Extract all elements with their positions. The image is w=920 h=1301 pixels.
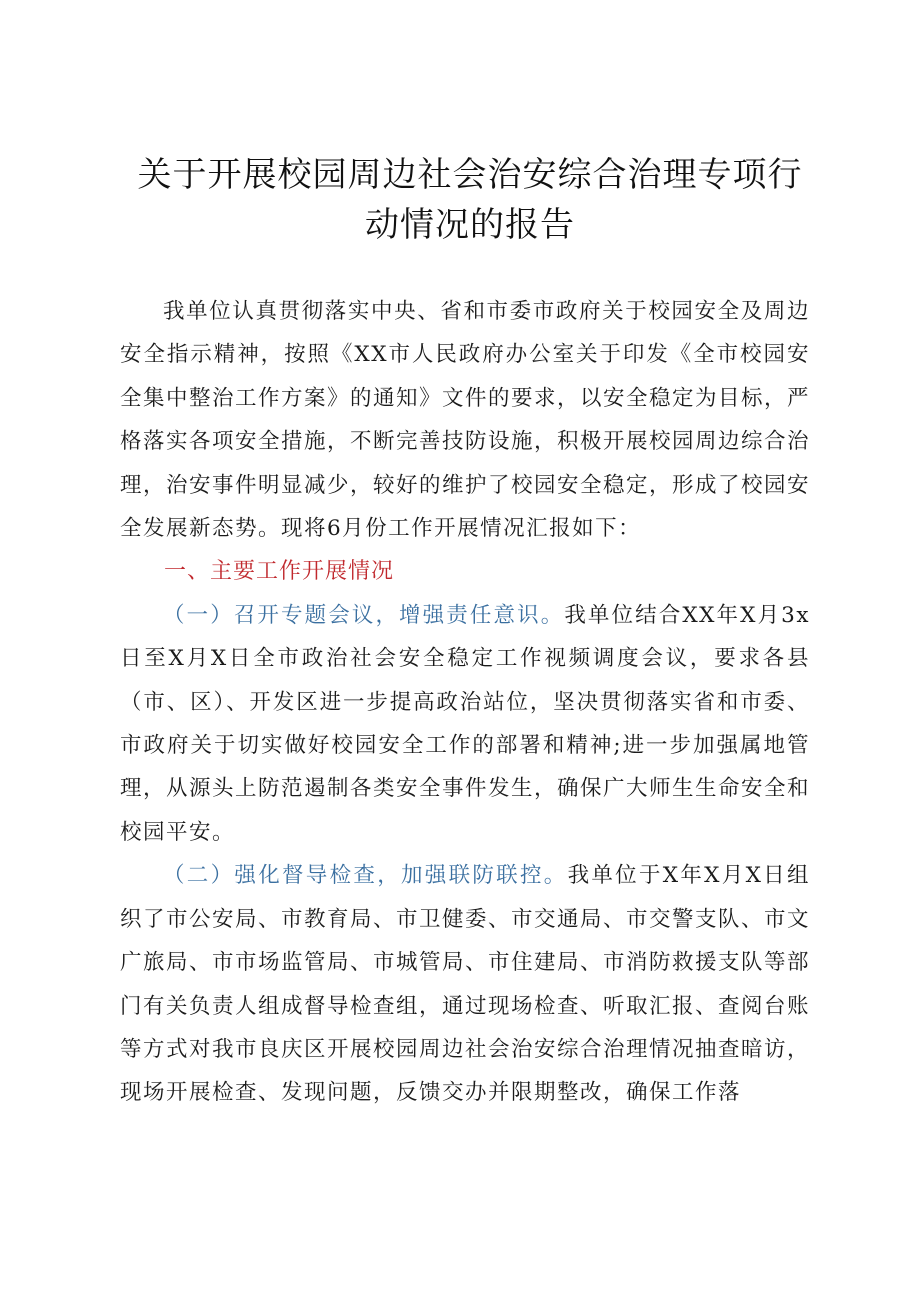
title-line-1: 关于开展校园周边社会治安综合治理专项行 <box>137 155 803 195</box>
title-line-2: 动情况的报告 <box>365 205 575 245</box>
item-1-heading: （一）召开专题会议，增强责任意识。 <box>163 602 565 628</box>
document-body <box>120 290 810 1115</box>
item-2-heading: （二）强化督导检查，加强联防联控。 <box>163 863 568 889</box>
section-heading: 一、主要工作开展情况 <box>164 559 395 585</box>
item-1-text: 我单位结合XX年X月3x日至X月X日全市政治社会安全稳定工作视频调度会议，要求各县（市、区）、开发区进一步提高政治站位，坚决贯彻落实省和市委、市政府关于切实做好校园安全工作的部署和精神;进一步加强属地管理，从源头上防范遏制各类安全事件发生，确保广大师生生命安全和校园平安。 <box>120 602 811 845</box>
item-1-paragraph <box>120 594 810 854</box>
document-title <box>100 150 840 250</box>
item-2-paragraph <box>120 854 810 1114</box>
intro-paragraph: 我单位认真贯彻落实中央、省和市委市政府关于校园安全及周边安全指示精神，按照《XX市人民政府办公室关于印发《全市校园安全集中整治工作方案》的通知》文件的要求，以安全稳定为目标，严格落实各项安全措施，不断完善技防设施，积极开展校园周边综合治理，治安事件明显减少，较好的维护了校园安全稳定，形成了校园安全发展新态势。现将6月份工作开展情况汇报如下： <box>120 299 811 542</box>
item-2-text: 我单位于X年X月X日组织了市公安局、市教育局、市卫健委、市交通局、市交警支队、市文广旅局、市市场监管局、市城管局、市住建局、市消防救援支队等部门有关负责人组成督导检查组，通过现场检查、听取汇报、查阅台账等方式对我市良庆区开展校园周边社会治安综合治理情况抽查暗访，现场开展检查、发现问题，反馈交办并限期整改，确保工作落 <box>120 863 811 1106</box>
